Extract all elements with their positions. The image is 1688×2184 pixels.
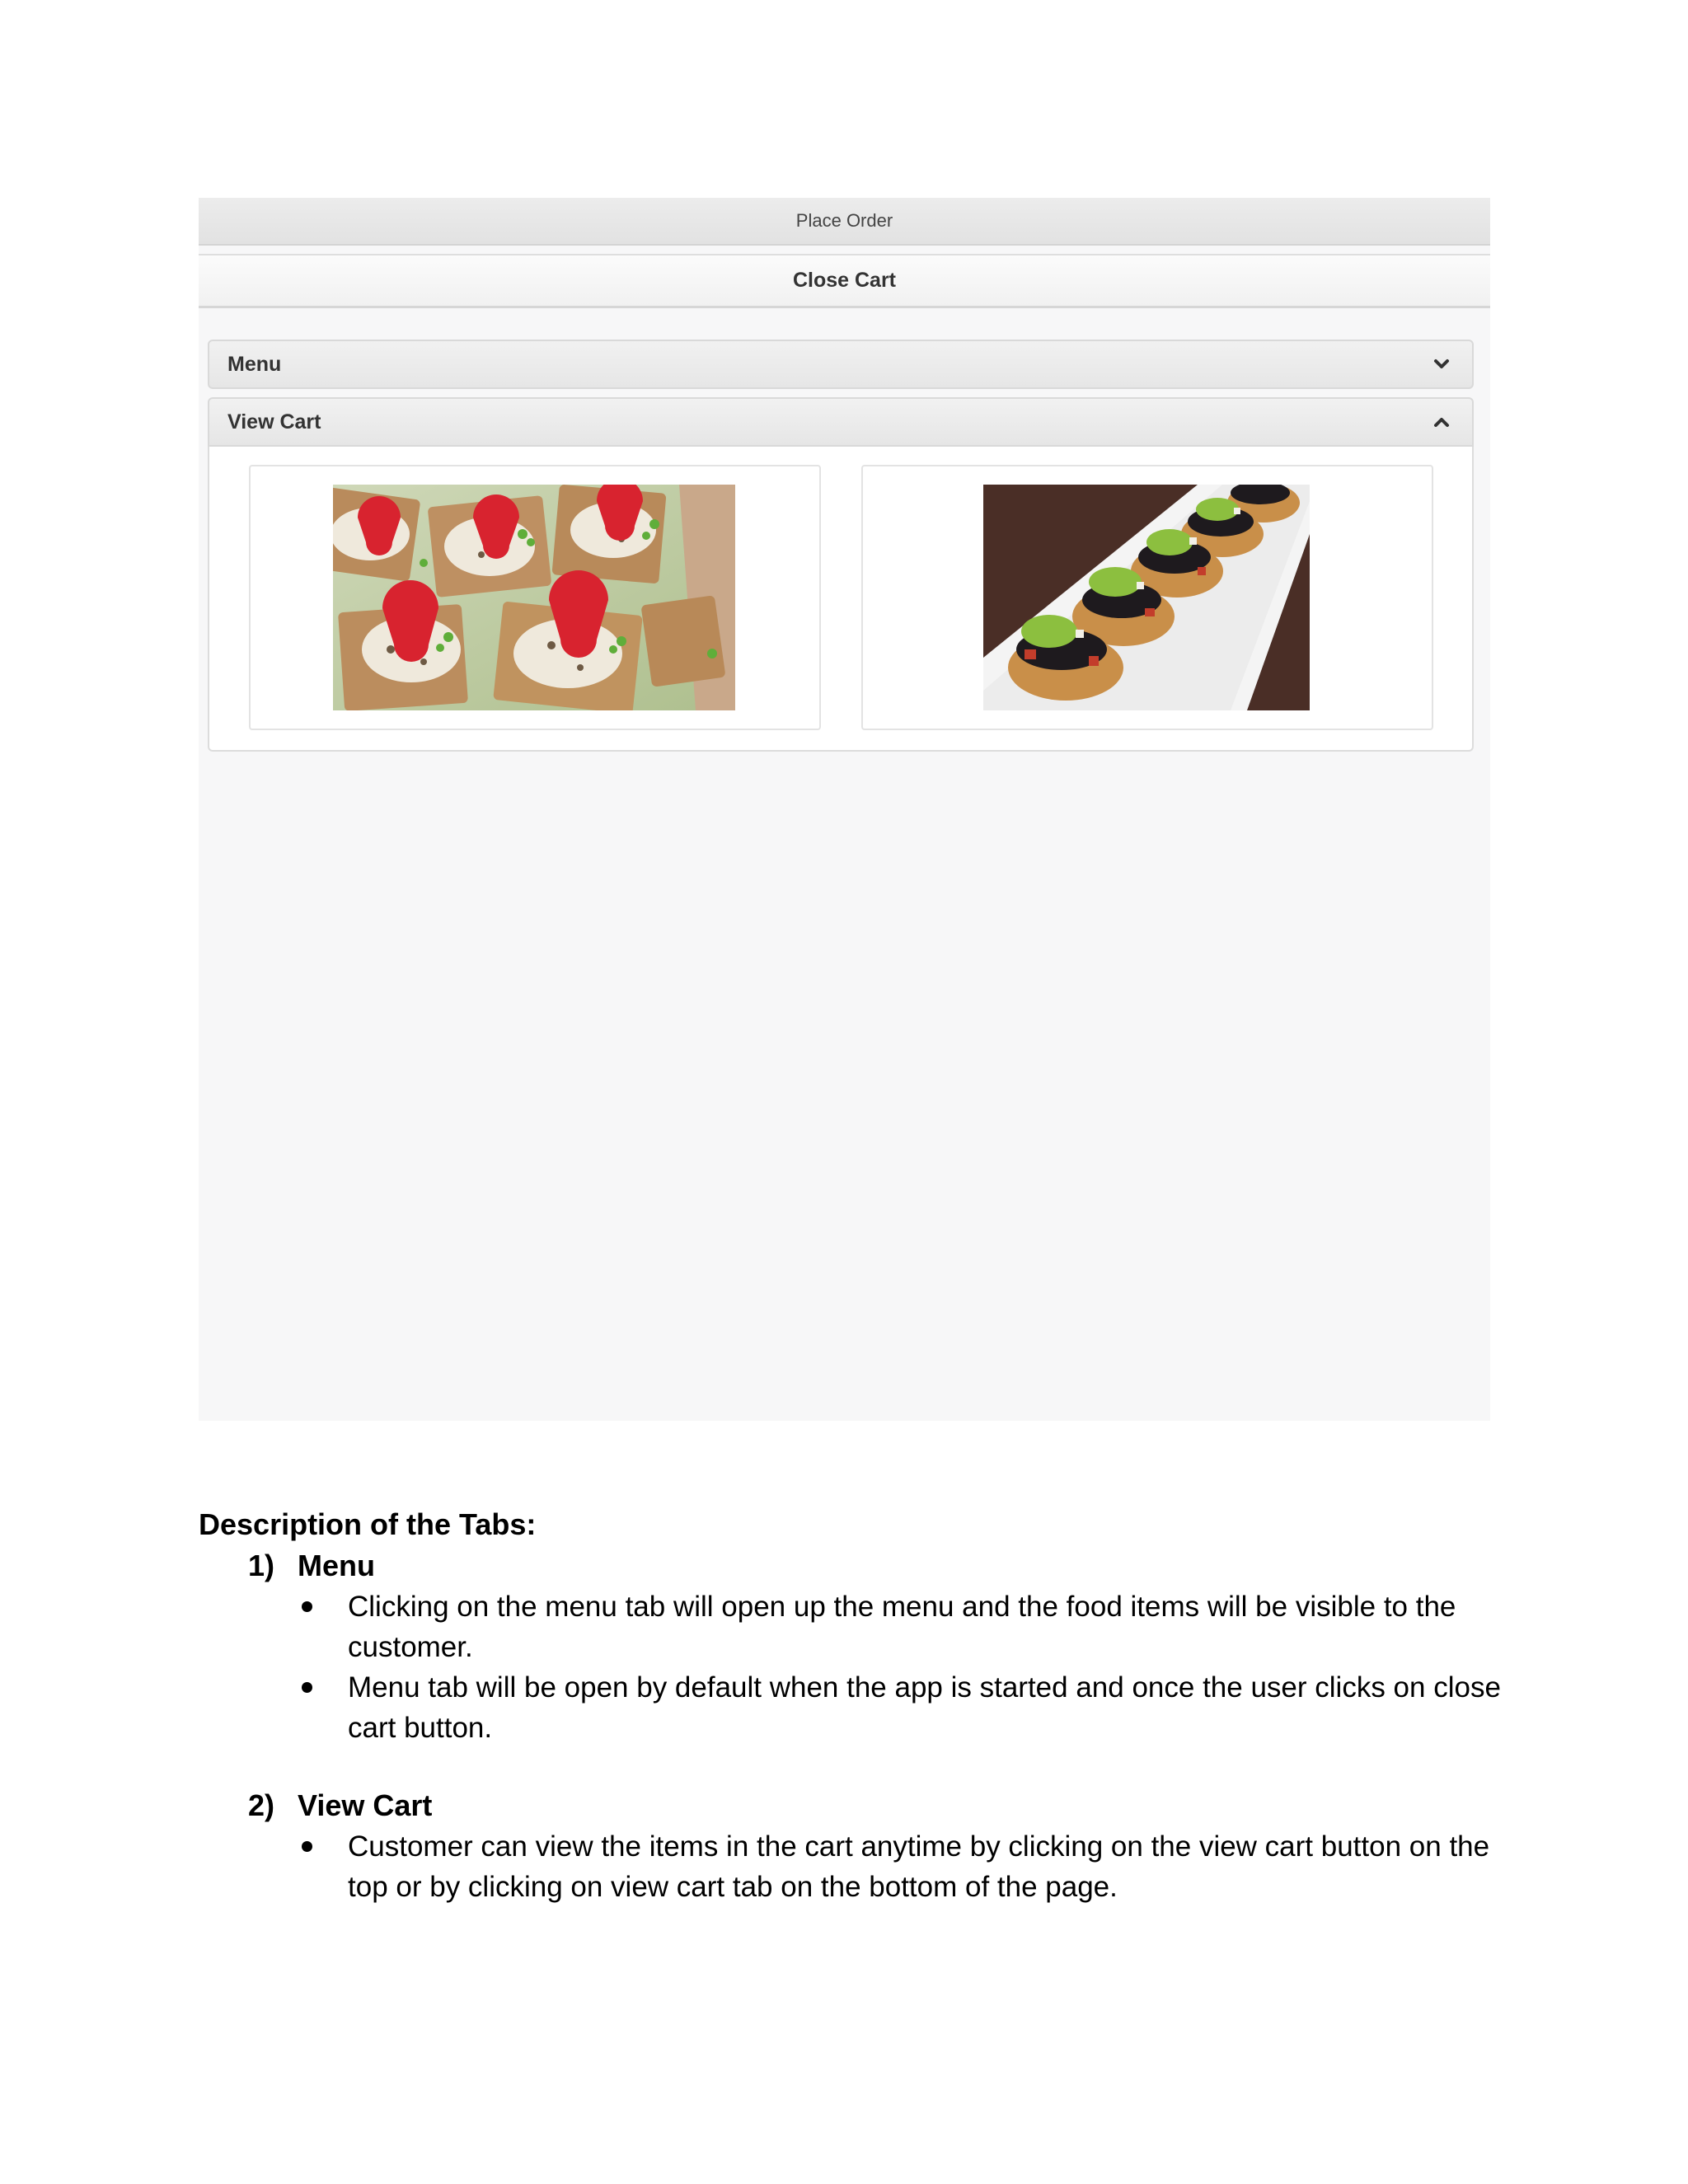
bullet-icon xyxy=(302,1601,312,1612)
cart-item-card[interactable] xyxy=(249,465,821,730)
bullet-text: Menu tab will be open by default when the app is started and once the user clicks on close cart button. xyxy=(348,1671,1501,1744)
close-cart-button[interactable]: Close Cart xyxy=(199,254,1490,308)
list-item xyxy=(199,1586,1501,1667)
tabs-description xyxy=(199,1504,1501,1907)
list-number: 1) xyxy=(248,1549,275,1582)
bullet-text: Clicking on the menu tab will open up the menu and the food items will be visible to the customer. xyxy=(348,1591,1456,1663)
list-item xyxy=(199,1667,1501,1748)
tab-title-view-cart xyxy=(199,1785,1501,1826)
view-cart-bullets xyxy=(199,1826,1501,1907)
tab-title-text: View Cart xyxy=(298,1788,433,1822)
bullet-icon xyxy=(302,1682,312,1693)
section-heading: Description of the Tabs: xyxy=(199,1507,537,1541)
tab-view-cart-label: View Cart xyxy=(227,410,321,434)
tab-menu-label: Menu xyxy=(227,352,282,376)
bullet-text: Customer can view the items in the cart anytime by clicking on the view cart button on the top or by clicking on view cart tab on the bottom of the page. xyxy=(348,1830,1490,1903)
place-order-button[interactable]: Place Order xyxy=(199,198,1490,246)
tab-view-cart[interactable] xyxy=(208,397,1474,447)
bullet-icon xyxy=(302,1841,312,1852)
cart-item-card[interactable] xyxy=(861,465,1433,730)
app-screenshot xyxy=(199,198,1490,1421)
menu-bullets xyxy=(199,1586,1501,1748)
chevron-down-icon xyxy=(1432,355,1451,373)
list-number: 2) xyxy=(248,1788,275,1822)
tab-menu[interactable] xyxy=(208,340,1474,389)
accordion xyxy=(208,340,1474,752)
list-item xyxy=(199,1826,1501,1907)
food-image-bruschetta xyxy=(983,485,1310,710)
tab-title-text: Menu xyxy=(298,1549,375,1582)
chevron-up-icon xyxy=(1432,413,1451,431)
food-image-crackers xyxy=(333,485,735,710)
tab-title-menu xyxy=(199,1545,1501,1586)
view-cart-panel xyxy=(208,447,1474,752)
